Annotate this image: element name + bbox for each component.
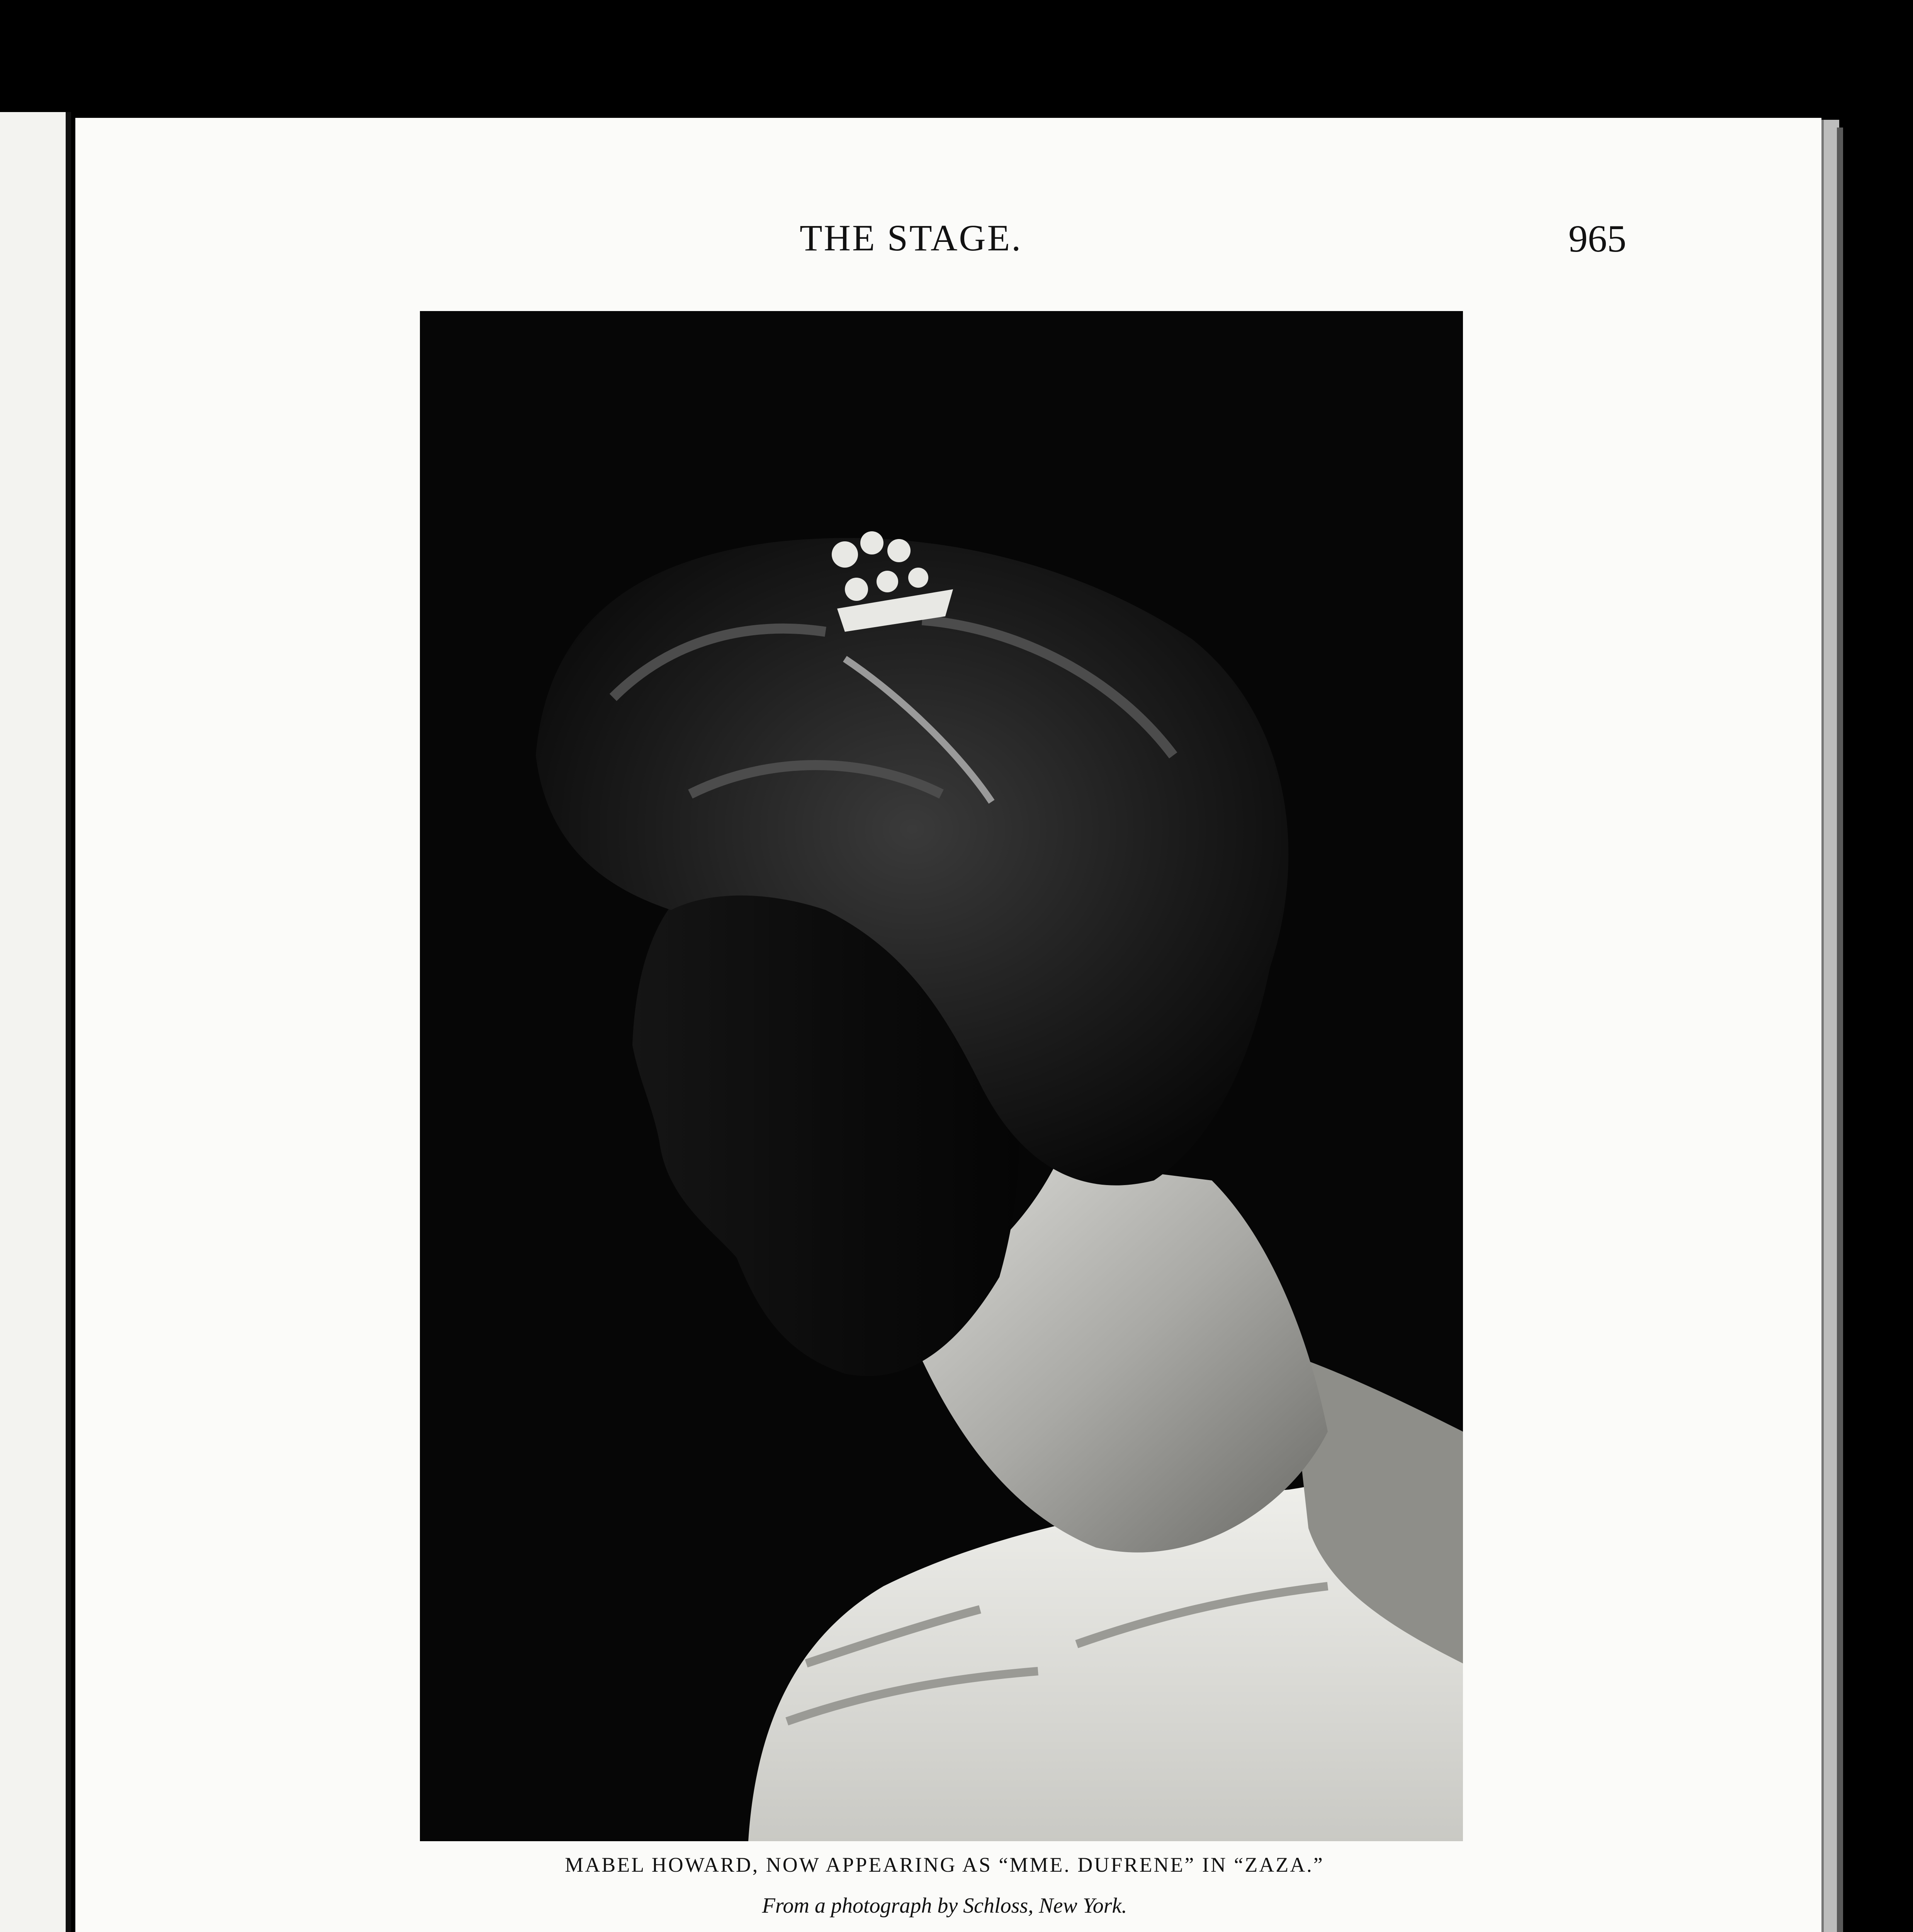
photo-credit: From a photograph by Schloss, New York. [762, 1894, 1127, 1918]
figure-caption: MABEL HOWARD, NOW APPEARING AS “MME. DUFRENE” IN “ZAZA.” [565, 1853, 1324, 1876]
page-number: 965 [1568, 217, 1626, 260]
portrait-photograph [420, 311, 1463, 1841]
facing-page-edge [0, 112, 71, 1932]
running-head: THE STAGE. [800, 217, 1023, 259]
binding-shadow [1837, 128, 1843, 1932]
